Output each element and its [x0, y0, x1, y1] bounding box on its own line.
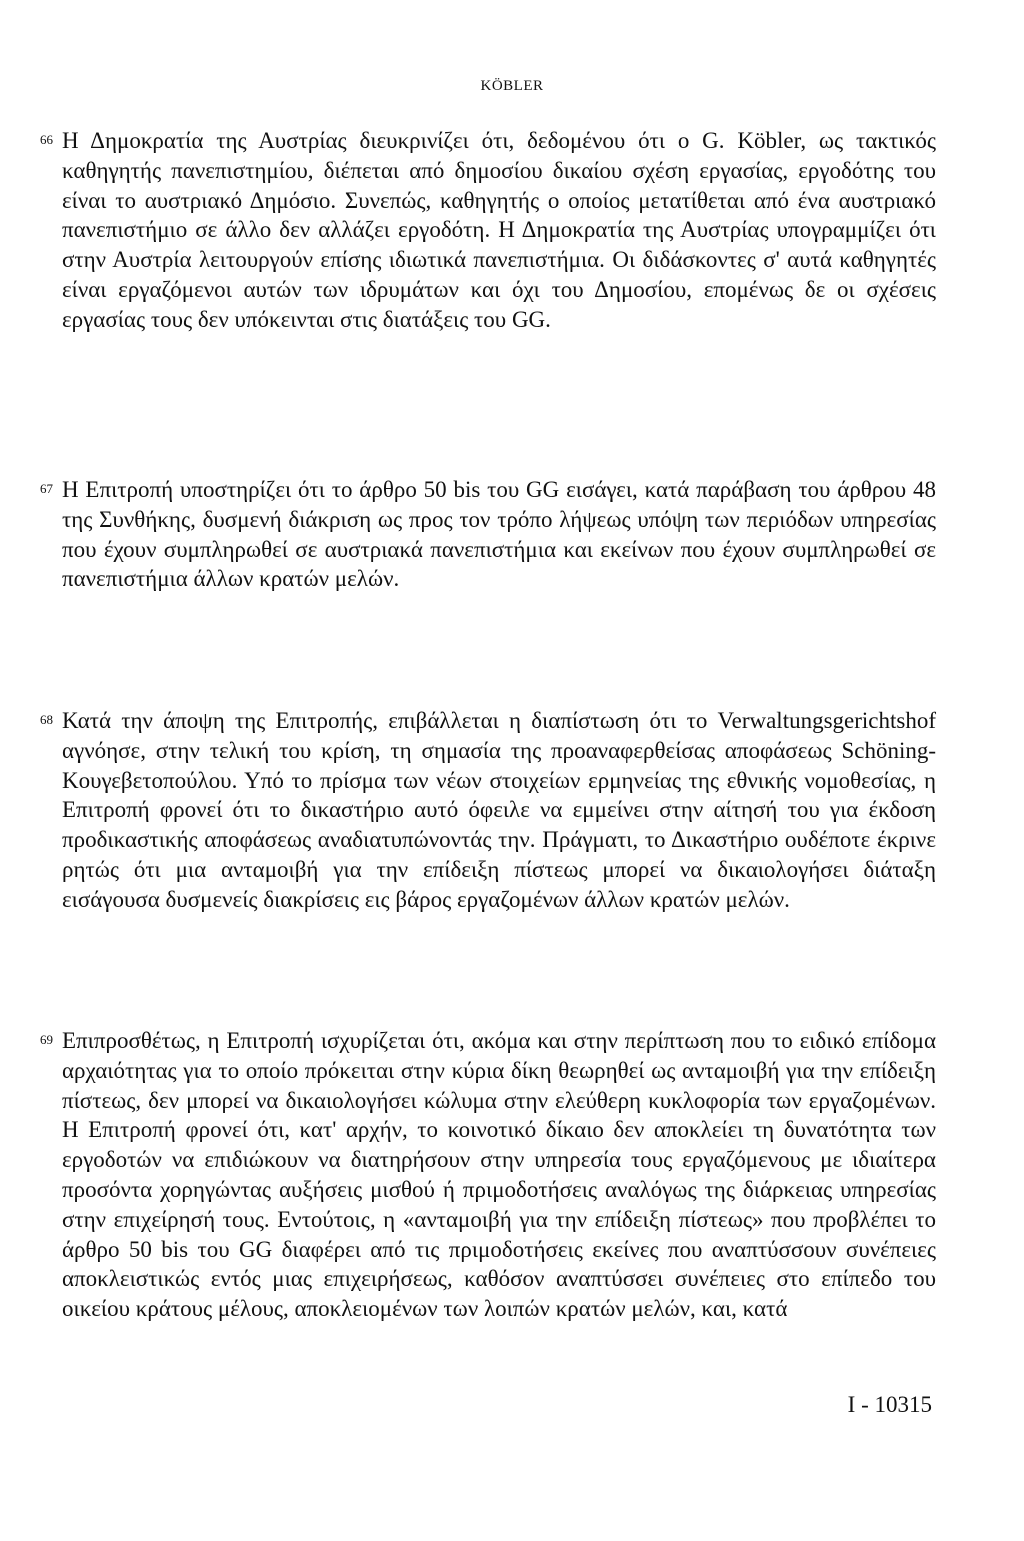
- paragraph-text: Επιπροσθέτως, η Επιτροπή ισχυρίζεται ότι, ακόμα και στην περίπτωση που το ειδικό επίδομα αρχαιότητας για το οποίο πρόκειται στην κύρια δίκη θεωρηθεί ως ανταμοιβή για την επίδειξη πίστεως, δεν μπορεί να δικαιολογήσει κώλυμα στην ελεύθερη κυκλοφορία των εργαζομένων. Η Επιτροπή φρονεί ότι, κατ' αρχήν, το κοινοτικό δίκαιο δεν αποκλείει τη δυνατότητα των εργοδοτών να επιδιώκουν να διατηρήσουν στην υπηρεσία τους εργαζόμενους με ιδιαίτερα προσόντα χορηγώντας αυξήσεις μισθού ή πριμοδοτήσεις αναλόγως της διάρκειας υπηρεσίας στην επιχείρησή τους. Εντούτοις, η «ανταμοιβή για την επίδειξη πίστεως» που προβλέπει το άρθρο 50 bis του GG διαφέρει από τις πριμοδοτήσεις εκείνες που αναπτύσσουν συνέπειες αποκλειστικώς εντός μιας επιχειρήσεως, καθόσον αναπτύσσει συνέπειες στο επίπεδο του οικείου κράτους μέλους, αποκλειομένων των λοιπών κρατών μελών, και, κατά: [62, 1028, 936, 1322]
- paragraph-text: Κατά την άποψη της Επιτροπής, επιβάλλεται η διαπίστωση ότι το Verwaltungsgerichtshof αγνόησε, στην τελική του κρίση, τη σημασία της προαναφερθείσας αποφάσεως Schöning-Κουγεβετοπούλου. Υπό το πρίσμα των νέων στοιχείων ερμηνείας της εθνικής νομοθεσίας, η Επιτροπή φρονεί ότι το δικαστήριο αυτό όφειλε να εμμείνει στην αίτησή του για έκδοση προδικαστικής αποφάσεως αναδιατυπώνοντάς την. Πράγματι, το Δικαστήριο ουδέποτε έκρινε ρητώς ότι μια ανταμοιβή για την επίδειξη πίστεως μπορεί να δικαιολογήσει διάταξη εισάγουσα δυσμενείς διακρίσεις εις βάρος εργαζομένων άλλων κρατών μελών.: [62, 708, 936, 912]
- paragraph-number: 69: [40, 1032, 53, 1047]
- page-number: I - 10315: [847, 1392, 932, 1417]
- paragraph-number: 66: [40, 132, 53, 147]
- paragraph-text: Η Δημοκρατία της Αυστρίας διευκρινίζει ότι, δεδομένου ότι ο G. Köbler, ως τακτικός καθηγητής πανεπιστημίου, διέπεται από δημοσίου δικαίου σχέση εργασίας, εργοδότης του είναι το αυστριακό Δημόσιο. Συνεπώς, καθηγητής ο οποίος μετατίθεται από ένα αυστριακό πανεπιστήμιο σε άλλο δεν αλλάζει εργοδότη. Η Δημοκρατία της Αυστρίας υπογραμμίζει ότι στην Αυστρία λειτουργούν επίσης ιδιωτικά πανεπιστήμια. Οι διδάσκοντες σ' αυτά καθηγητές είναι εργαζόμενοι αυτών των ιδρυμάτων και όχι του Δημοσίου, επομένως δε οι σχέσεις εργασίας τους δεν υπόκεινται στις διατάξεις του GG.: [62, 128, 936, 332]
- running-header: KÖBLER: [480, 78, 544, 94]
- paragraph-number: 68: [40, 712, 53, 727]
- paragraph-number: 67: [40, 481, 53, 496]
- paragraph-text: Η Επιτροπή υποστηρίζει ότι το άρθρο 50 bis του GG εισάγει, κατά παράβαση του άρθρου 48 της Συνθήκης, δυσμενή διάκριση ως προς τον τρόπο λήψεως υπόψη των περιόδων υπηρεσίας που έχουν συμπληρωθεί σε αυστριακά πανεπιστήμια και εκείνων που έχουν συμπληρωθεί σε πανεπιστήμια άλλων κρατών μελών.: [62, 477, 936, 592]
